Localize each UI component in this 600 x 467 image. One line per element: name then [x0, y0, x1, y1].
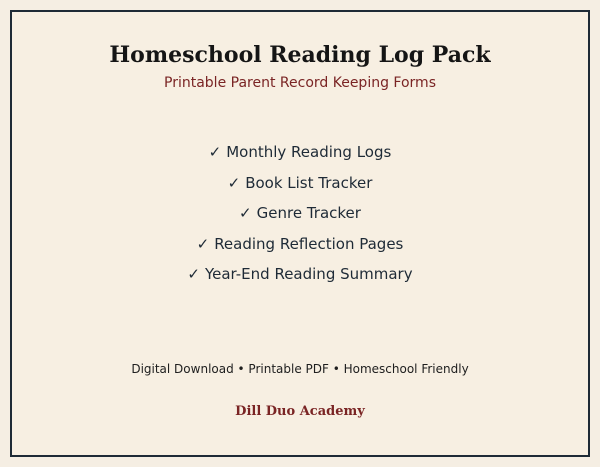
feature-item	[12, 142, 588, 173]
feature-label: Genre Tracker	[256, 204, 361, 222]
checkmark-icon: ✓	[239, 204, 252, 222]
feature-label: Year-End Reading Summary	[204, 265, 413, 283]
checkmark-icon: ✓	[227, 173, 241, 192]
checkmark-icon: ✓	[208, 143, 222, 161]
feature-label: Book List Tracker	[245, 173, 373, 192]
feature-item	[12, 234, 588, 265]
feature-label: Reading Reflection Pages	[214, 234, 404, 253]
checkmark-icon: ✓	[187, 265, 200, 283]
feature-label: Monthly Reading Logs	[226, 143, 392, 161]
feature-item	[12, 203, 588, 234]
page-title: Homeschool Reading Log Pack	[109, 42, 491, 68]
format-info: Digital Download • Printable PDF • Homeschool Friendly	[131, 362, 469, 376]
feature-list	[12, 142, 588, 295]
brand-name: Dill Duo Academy	[235, 404, 365, 419]
cover-frame	[10, 10, 590, 457]
feature-item	[12, 264, 588, 295]
checkmark-icon: ✓	[196, 234, 210, 253]
page-subtitle: Printable Parent Record Keeping Forms	[164, 75, 436, 91]
feature-item	[12, 173, 588, 204]
